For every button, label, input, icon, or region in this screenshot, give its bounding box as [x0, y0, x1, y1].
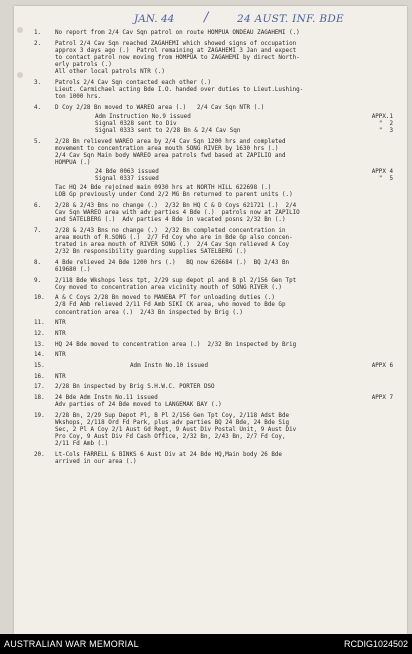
entry-text: 4 Bde relieved 24 Bde 1200 hrs (.) BQ now 626684 (.) BQ 2/43 Bn 619680 (.): [55, 259, 290, 273]
diary-entry: [14, 342, 407, 349]
entry-number: 17.: [34, 384, 45, 391]
entry-text: 2/28 Bn inspected by Brig S.H.W.C. PORTER DSO: [55, 384, 215, 391]
entry-number: 2.: [34, 40, 42, 47]
entry-text: Lt-Cols FARRELL & BINKS 6 Aust Div at 24 Bde HQ,Main body 26 Bde arrived in our area (.): [55, 451, 282, 465]
entry-number: 14.: [34, 352, 45, 359]
appendix-item: Signal 0328 sent to Div: [95, 120, 177, 127]
diary-entry: [14, 331, 407, 338]
diary-entry: [14, 80, 407, 101]
entry-number: 11.: [34, 320, 45, 327]
diary-entry: [14, 105, 407, 135]
entry-text: HQ 24 Bde moved to concentration area (.) 2/32 Bn inspected by Brig: [55, 341, 297, 348]
entry-text: No report from 2/4 Cav Sqn patrol on route HOMPUA ONDEAU ZAGAHEMI (.): [55, 30, 300, 36]
appendix-item: Adm Instruction No.9 issued: [95, 113, 191, 120]
entry-text: NTR: [55, 320, 66, 327]
entry-text: 2/28 Bn relieved WAREO area by 2/4 Cav Sqn 1200 hrs and completed movement to concentration area mouth SONG RIVER by 1630 hrs (.) 2/4 Cav Sqn Main body WAREO area patrols fwd based at ZAPILIO and HOMPUA (.): [55, 138, 286, 166]
entry-text: 2/28 Bn, 2/29 Sup Depot Pl, B Pl 2/156 Gen Tpt Coy, 2/118 Adst Bde Wkshops, 2/118 Ord Fd Park, plus adv parties BQ 24 Bde, 24 Bde Sig Sec, 2 Pl A Coy 2/1 Aust Gd Regt, 9 Aust Div Postal Unit, 9 Aust Div Pro Coy, 9 Aust Div Fd Cash Office, 2/32 Bn, 2/43 Bn, 2/7 Fd Coy, 2/11 Fd Amb (.): [55, 412, 297, 448]
handwritten-unit: 24 AUST. INF. BDE: [237, 13, 345, 25]
entry-number: 8.: [34, 259, 42, 266]
entry-appendix-line: [55, 363, 399, 370]
entry-number: 7.: [34, 227, 42, 234]
archive-footer: [0, 634, 412, 654]
entry-text: Patrols 2/4 Cav Sqn contacted each other (.) Lieut. Carmichael acting Bde I.O. handed over duties to Lieut.Lushing- ton 1000 hrs.: [55, 79, 304, 100]
appendix-reference: APPX 4: [371, 168, 393, 175]
war-diary-page: [14, 6, 407, 634]
appendix-list: [55, 114, 399, 135]
diary-entry: [14, 228, 407, 256]
entry-appendix-line: [55, 395, 399, 409]
entry-number: 10.: [34, 295, 45, 302]
diary-entry: [14, 278, 407, 292]
appendix-line: [95, 121, 399, 128]
appendix-reference: APPX.1: [371, 113, 393, 120]
handwritten-month: JAN. 44: [134, 13, 175, 25]
diary-entry: [14, 295, 407, 316]
entry-text: Adm Instn No.10 issued: [130, 362, 209, 369]
diary-entry: [14, 374, 407, 381]
entry-number: 1.: [34, 30, 42, 36]
entry-number: 18.: [34, 395, 45, 402]
entry-text: 2/28 & 2/43 Bns no change (.) 2/32 Bn completed concentration in area mouth of R.SONG (.) 2/7 Fd Coy who are in Bde Gp also concen- trated in area mouth of RIVER SONG (.) 2/4 Cav Sqn relieved A Coy 2/32 Bn responsibility guarding supplies SATELBERG (.): [55, 227, 293, 256]
entry-text: NTR: [55, 352, 66, 359]
appendix-reference: APPX 7: [371, 395, 393, 402]
archive-name: AUSTRALIAN WAR MEMORIAL: [4, 639, 139, 649]
appendix-reference: " 2: [378, 120, 393, 127]
appendix-reference: APPX 6: [371, 362, 393, 369]
entry-number: 16.: [34, 373, 45, 380]
diary-entry: [14, 395, 407, 409]
diary-entry: [14, 384, 407, 391]
entry-text: A & C Coys 2/28 Bn moved to MANEBA PT for unloading duties (.) 2/8 Fd Amb relieved 2/11 Fd Amb SIKI CK area, who moved to Bde Gp concentration area (.) 2/43 Bn inspected by Brig (.): [55, 295, 286, 316]
appendix-reference: " 5: [378, 176, 393, 183]
entry-number: 4.: [34, 104, 42, 111]
archive-reference: RCDIG1024502: [343, 639, 408, 649]
entry-text: Patrol 2/4 Cav Sqn reached ZAGAHEMI which showed signs of occupation approx 3 days ago (.) Patrol remaining at ZAGAHEMI 3 Jan and expect to contact patrol now moving from HOMPUA to ZAGAHEMI by direct North- erly patrols (.) All other local patrols NTR (.): [55, 40, 300, 76]
appendix-reference: " 3: [378, 127, 393, 134]
diary-entry: [14, 452, 407, 466]
appendix-item: Signal 0337 issued: [95, 176, 159, 183]
handwritten-stroke: /: [204, 10, 209, 25]
diary-entry: [14, 320, 407, 327]
appendix-line: [95, 176, 399, 183]
appendix-line: [95, 169, 399, 176]
appendix-item: Signal 0333 sent to 2/28 Bn & 2/4 Cav Sqn: [95, 127, 241, 134]
entry-number: 3.: [34, 79, 42, 86]
entry-text: 24 Bde Adm Instn No.11 issued Adv parties of 24 Bde moved to LANGEMAK BAY (.): [55, 395, 222, 409]
entry-number: 6.: [34, 202, 42, 209]
diary-entry: [14, 139, 407, 200]
entry-text: 2/28 & 2/43 Bns no change (.) 2/32 Bn HQ C & D Coys 621721 (.) 2/4 Cav Sqn WAREO area with adv parties 4 Bde (.) patrols now at ZAPILIO and SATELBERG (.) Adv parties 4 Bde in vacated posns 2/32 Bn (.): [55, 202, 300, 224]
handwritten-heading: [134, 9, 406, 31]
diary-entry: [14, 352, 407, 359]
diary-entry: [14, 363, 407, 370]
entry-text: NTR: [55, 373, 66, 380]
entry-number: 19.: [34, 412, 45, 419]
entry-text: NTR: [55, 330, 66, 337]
diary-entry: [14, 30, 407, 37]
entry-number: 12.: [34, 330, 45, 337]
appendix-line: [95, 128, 399, 135]
entry-number: 9.: [34, 277, 42, 284]
diary-entry: [14, 41, 407, 76]
diary-entry: [14, 203, 407, 224]
appendix-item: 24 Bde 0063 issued: [95, 168, 159, 175]
appendix-line: [95, 114, 399, 121]
entry-text: 2/118 Bde Wkshops less tpt, 2/29 sup depot pl and B pl 2/156 Gen Tpt Coy moved to concentration area vicinity mouth of SONG RIVER (.): [55, 277, 297, 291]
diary-entry: [14, 260, 407, 274]
entry-number: 5.: [34, 138, 42, 145]
entry-number: 15.: [34, 362, 45, 369]
entry-text: D Coy 2/28 Bn moved to WAREO area (.) 2/4 Cav Sqn NTR (.): [55, 104, 265, 111]
appendix-list: [55, 169, 399, 183]
entry-number: 20.: [34, 451, 45, 458]
entry-number: 13.: [34, 341, 45, 348]
diary-entry: [14, 413, 407, 448]
entry-text: Tac HQ 24 Bde rejoined main 0930 hrs at NORTH HILL 622698 (.) LOB Gp previously under Comd 2/2 MG Bn returned to parent units (.): [55, 185, 293, 199]
diary-entries: [14, 30, 407, 470]
